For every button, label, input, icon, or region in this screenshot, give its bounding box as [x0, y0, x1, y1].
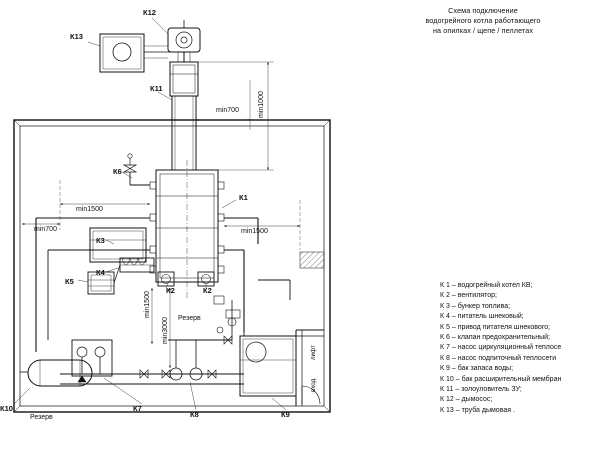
callout-k8: К8: [190, 410, 199, 419]
callout-k11: К11: [150, 84, 163, 93]
legend-item: К 13 – труба дымовая .: [440, 406, 515, 414]
callout-k12: К12: [143, 8, 156, 17]
legend-item: К 2 – вентилятор;: [440, 292, 497, 300]
legend-item: К 12 – дымосос;: [440, 396, 493, 404]
legend-item: К 4 – питатель шнековый;: [440, 313, 524, 321]
legend-list: [440, 281, 598, 416]
legend-item: К 7 – насос циркуляционный теплосе: [440, 344, 562, 352]
title-line-3: на опилках / щепе / пеллетах: [432, 26, 534, 35]
note-reserve-1: Резерв: [178, 315, 201, 322]
callout-k6: К6: [113, 167, 122, 176]
room-label-1: лифт: [310, 345, 317, 360]
callout-k4: К4: [96, 268, 105, 277]
title-line-2: водогрейного котла работающего: [425, 16, 541, 25]
drawing-title: [372, 6, 594, 36]
note-reserve-2: Резерв: [30, 414, 53, 421]
dimension-min1000: min1000: [258, 91, 265, 118]
legend-item: К 9 – бак запаса воды;: [440, 365, 514, 373]
legend-item: К 1 – водогрейный котел КВ;: [440, 282, 533, 289]
room-label-2: вход: [310, 378, 317, 392]
legend-item: К 6 – клапан предохранительный;: [440, 334, 550, 342]
dimension-min700-top: min700: [216, 107, 239, 114]
callout-k5: К5: [65, 277, 74, 286]
legend-item: К 10 – бак расширительный мембран: [440, 375, 562, 383]
dimension-min3000-vert: min3000: [162, 317, 169, 344]
callout-k2: К2: [166, 286, 175, 295]
callout-k3: К3: [96, 236, 105, 245]
dimension-min1500-left: min1500: [76, 206, 103, 213]
dimension-min1500-vert: min1500: [144, 291, 151, 318]
legend-item: К 11 – золоуловитель ЗУ;: [440, 386, 522, 394]
legend-item: К 5 – привод питателя шнекового;: [440, 323, 551, 331]
callout-k13: К13: [70, 32, 83, 41]
legend-item: К 8 – насос подпиточный теплосети: [440, 354, 557, 362]
callout-k10: К10: [0, 404, 13, 413]
legend-item: К 3 – бункер топлива;: [440, 302, 511, 310]
dimension-min1500-right: min1500: [241, 228, 268, 235]
callout-k1: К1: [239, 193, 248, 202]
title-line-1: Схема подключение: [448, 6, 518, 15]
dimension-min700-left: min700: [34, 226, 57, 233]
callout-k2-second: К2: [203, 286, 212, 295]
callout-k7: К7: [133, 404, 142, 413]
callout-k9: К9: [281, 410, 290, 419]
